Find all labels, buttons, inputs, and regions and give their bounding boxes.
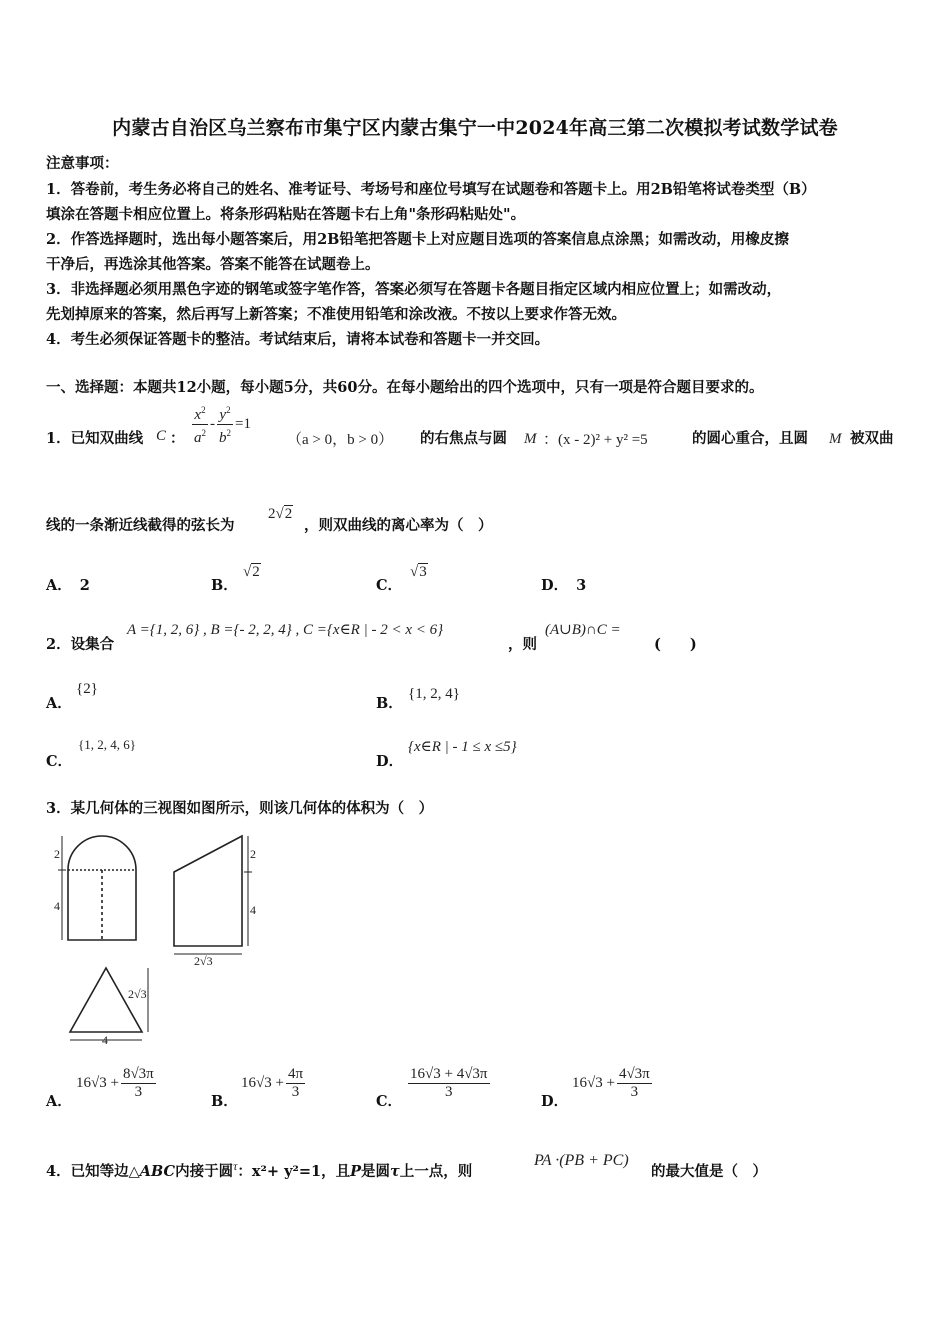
q1-text: 线的一条渐近线截得的弦长为 xyxy=(46,517,235,534)
q3-option-d-value: 16√3 + $\frac{4√3\pi}{3}$ xyxy=(572,1066,650,1100)
q1-curve-name: C xyxy=(156,428,167,444)
q2-option-b-value: {1, 2, 4} xyxy=(408,686,460,702)
notice-line: 1．答卷前，考生务必将自己的姓名、准考证号、考场号和座位号填写在试题卷和答题卡上。用2B铅笔将试卷类型（B） xyxy=(46,181,816,198)
q3-option-c-value: $\frac{16√3 + 4√3\pi}{3}$ xyxy=(410,1066,488,1100)
q1-text: 被双曲 xyxy=(850,430,894,447)
q1-text: 的圆心重合，且圆 xyxy=(692,430,808,447)
q2-text: 2．设集合 xyxy=(46,636,115,653)
notice-heading: 注意事项： xyxy=(46,155,119,172)
q2-paren: ( ) xyxy=(654,636,697,653)
q2-option-c[interactable]: C． xyxy=(46,753,73,770)
q3-text: 3．某几何体的三视图如图所示，则该几何体的体积为（ ） xyxy=(46,800,434,817)
notice-line: 2．作答选择题时，选出每小题答案后，用2B铅笔把答题卡上对应题目选项的答案信息点涂黑；如需改动，用橡皮擦 xyxy=(46,231,789,248)
q1-option-c[interactable]: C． xyxy=(376,577,403,594)
dim-label: 2 xyxy=(250,847,256,861)
q2-expression: (A∪B)∩C = xyxy=(545,622,621,638)
q1-text: ，则双曲线的离心率为（ ） xyxy=(304,517,493,534)
q1-option-b-value: √2 xyxy=(243,564,260,580)
dim-label: 4 xyxy=(54,899,60,913)
section-heading: 一、选择题：本题共12小题，每小题5分，共60分。在每小题给出的四个选项中，只有一项是符合题目要求的。 xyxy=(46,379,764,396)
q3-option-c[interactable]: C． xyxy=(376,1093,403,1110)
notice-line: 填涂在答题卡相应位置上。将条形码粘贴在答题卡右上角"条形码粘贴处"。 xyxy=(46,206,526,223)
three-view-figure xyxy=(44,828,264,1048)
dim-label: 2√3 xyxy=(194,954,213,968)
q3-option-b[interactable]: B． xyxy=(211,1093,238,1110)
q3-option-d[interactable]: D． xyxy=(541,1093,569,1110)
notice-line: 4．考生必须保证答题卡的整洁。考试结束后，请将本试卷和答题卡一并交回。 xyxy=(46,331,550,348)
q2-option-d-value: {x∈R | - 1 ≤ x ≤5} xyxy=(408,739,517,755)
q1-option-a[interactable]: A． 2 xyxy=(46,577,90,594)
q1-option-b[interactable]: B． xyxy=(211,577,238,594)
q2-sets: A ={1, 2, 6} , B ={- 2, 2, 4} , C ={x∈R | - 2 < x < 6} xyxy=(127,622,444,638)
dim-label: 2 xyxy=(54,847,60,861)
q1-text: 1．已知双曲线 xyxy=(46,430,144,447)
q4-expression: PA ·(PB + PC) xyxy=(534,1152,629,1169)
notice-line: 干净后，再选涂其他答案。答案不能答在试题卷上。 xyxy=(46,256,380,273)
q2-option-a[interactable]: A． xyxy=(46,695,72,712)
q1-option-c-value: √3 xyxy=(410,564,427,580)
q4-text: 的最大值是（ ） xyxy=(651,1163,767,1180)
q1-colon: ： xyxy=(170,430,185,447)
q2-option-a-value: {2} xyxy=(76,681,98,697)
q1-text: 的右焦点与圆 xyxy=(420,430,507,447)
q1-circle-equation: ：(x - 2)² + y² =5 xyxy=(543,432,648,448)
q1-hyperbola-equation: $\frac{x^2}{a^2}$ - $\frac{y^2}{b^2}$ =1 xyxy=(190,402,251,447)
notice-line: 先划掉原来的答案，然后再写上新答案；不准使用铅笔和涂改液。不按以上要求作答无效。 xyxy=(46,306,626,323)
page-title: 内蒙古自治区乌兰察布市集宁区内蒙古集宁一中2024年高三第二次模拟考试数学试卷 xyxy=(112,117,838,139)
notice-line: 3．非选择题必须用黑色字迹的钢笔或签字笔作答，答案必须写在答题卡各题目指定区域内相应位置上；如需改动， xyxy=(46,281,782,298)
q4-text: 4．已知等边△ABC内接于圆$^\tau$：x²+ y²=1，且P是圆τ上一点，则 xyxy=(46,1159,473,1180)
q1-circle-name: M xyxy=(524,431,537,447)
dim-label: 4 xyxy=(102,1033,108,1047)
side-view xyxy=(174,836,242,946)
q1-circle-name: M xyxy=(829,431,842,447)
q3-option-b-value: 16√3 + $\frac{4\pi}{3}$ xyxy=(241,1066,304,1100)
q1-option-d[interactable]: D． 3 xyxy=(541,577,587,594)
dim-label: 2√3 xyxy=(128,987,147,1001)
q3-option-a-value: 16√3 + $\frac{8√3\pi}{3}$ xyxy=(76,1066,154,1100)
q2-option-d[interactable]: D． xyxy=(376,753,404,770)
q2-option-c-value: {1, 2, 4, 6} xyxy=(78,737,136,752)
q1-condition: （a > 0，b > 0） xyxy=(287,432,394,448)
q3-option-a[interactable]: A． xyxy=(46,1093,72,1110)
q1-chord-length: 2√2 xyxy=(268,506,293,522)
q2-option-b[interactable]: B． xyxy=(376,695,403,712)
q2-text: ，则 xyxy=(508,636,537,653)
dim-label: 4 xyxy=(250,903,256,917)
